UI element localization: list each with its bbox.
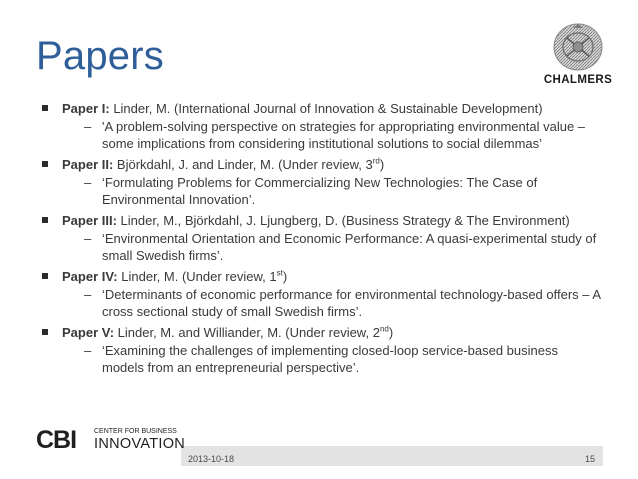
paper-item bbox=[42, 324, 602, 376]
cbi-small-text: CENTER FOR BUSINESS bbox=[94, 428, 177, 435]
paper-authors: Linder, M. (International Journal of Innovation & Sustainable Development) bbox=[113, 101, 543, 116]
square-bullet-icon bbox=[42, 273, 48, 279]
paper-heading bbox=[62, 156, 602, 173]
chalmers-logo bbox=[535, 22, 621, 92]
paper-item bbox=[42, 156, 602, 208]
paper-heading bbox=[62, 100, 602, 117]
chalmers-wordmark: CHALMERS bbox=[543, 74, 613, 86]
chalmers-crest-icon bbox=[545, 22, 611, 72]
paper-authors: Linder, M. and Williander, M. (Under review, 2 bbox=[117, 325, 380, 340]
paper-item bbox=[42, 100, 602, 152]
paper-heading bbox=[62, 268, 602, 285]
dash-bullet: – bbox=[84, 231, 92, 246]
footer-bar bbox=[181, 446, 603, 466]
paper-item bbox=[42, 212, 602, 264]
cbi-big-text: INNOVATION bbox=[94, 436, 186, 452]
paper-authors-sup: rd bbox=[372, 156, 380, 166]
footer-date: 2013-10-18 bbox=[188, 454, 235, 464]
square-bullet-icon bbox=[42, 105, 48, 111]
paper-title: – ‘Examining the challenges of implementing closed-loop service-based business models from an entrepreneurial perspective’. bbox=[84, 343, 558, 375]
slide-title: Papers bbox=[36, 34, 164, 78]
paper-heading bbox=[62, 324, 602, 341]
paper-title: – ‘Formulating Problems for Commercializing New Technologies: The Case of Environmental Innovation’. bbox=[84, 175, 538, 207]
paper-authors-sup: st bbox=[276, 268, 283, 278]
paper-authors: Björkdahl, J. and Linder, M. (Under review, 3 bbox=[116, 157, 373, 172]
paper-label: Paper V: bbox=[62, 325, 115, 340]
paper-authors-tail: ) bbox=[388, 325, 394, 340]
paper-title: – ‘Environmental Orientation and Economic Performance: A quasi-experimental study of small Swedish firms’. bbox=[84, 231, 597, 263]
paper-title: – ‘Determinants of economic performance for environmental technology-based offers – A cross sectional study of small Swedish firms’. bbox=[84, 287, 601, 319]
dash-bullet: – bbox=[84, 175, 92, 190]
paper-label: Paper II: bbox=[62, 157, 114, 172]
square-bullet-icon bbox=[42, 161, 48, 167]
dash-bullet: – bbox=[84, 343, 92, 358]
page-number: 15 bbox=[585, 454, 596, 464]
paper-label: Paper III: bbox=[62, 213, 117, 228]
cbi-mark: CBI bbox=[36, 426, 77, 454]
paper-authors-tail: ) bbox=[379, 157, 385, 172]
paper-item bbox=[42, 268, 602, 320]
cbi-logo bbox=[36, 426, 196, 454]
square-bullet-icon bbox=[42, 217, 48, 223]
paper-label: Paper IV: bbox=[62, 269, 118, 284]
paper-label: Paper I: bbox=[62, 101, 110, 116]
square-bullet-icon bbox=[42, 329, 48, 335]
paper-title: – 'A problem-solving perspective on strategies for appropriating environmental value – some implications from considering institutional solutions to social dilemmas’ bbox=[84, 119, 586, 151]
paper-heading bbox=[62, 212, 602, 229]
paper-authors-sup: nd bbox=[379, 324, 389, 334]
paper-authors-tail: ) bbox=[282, 269, 288, 284]
paper-authors: Linder, M. (Under review, 1 bbox=[121, 269, 277, 284]
dash-bullet: – bbox=[84, 119, 92, 134]
dash-bullet: – bbox=[84, 287, 92, 302]
paper-authors: Linder, M., Björkdahl, J. Ljungberg, D. (Business Strategy & The Environment) bbox=[120, 213, 570, 228]
paper-list bbox=[42, 100, 602, 376]
